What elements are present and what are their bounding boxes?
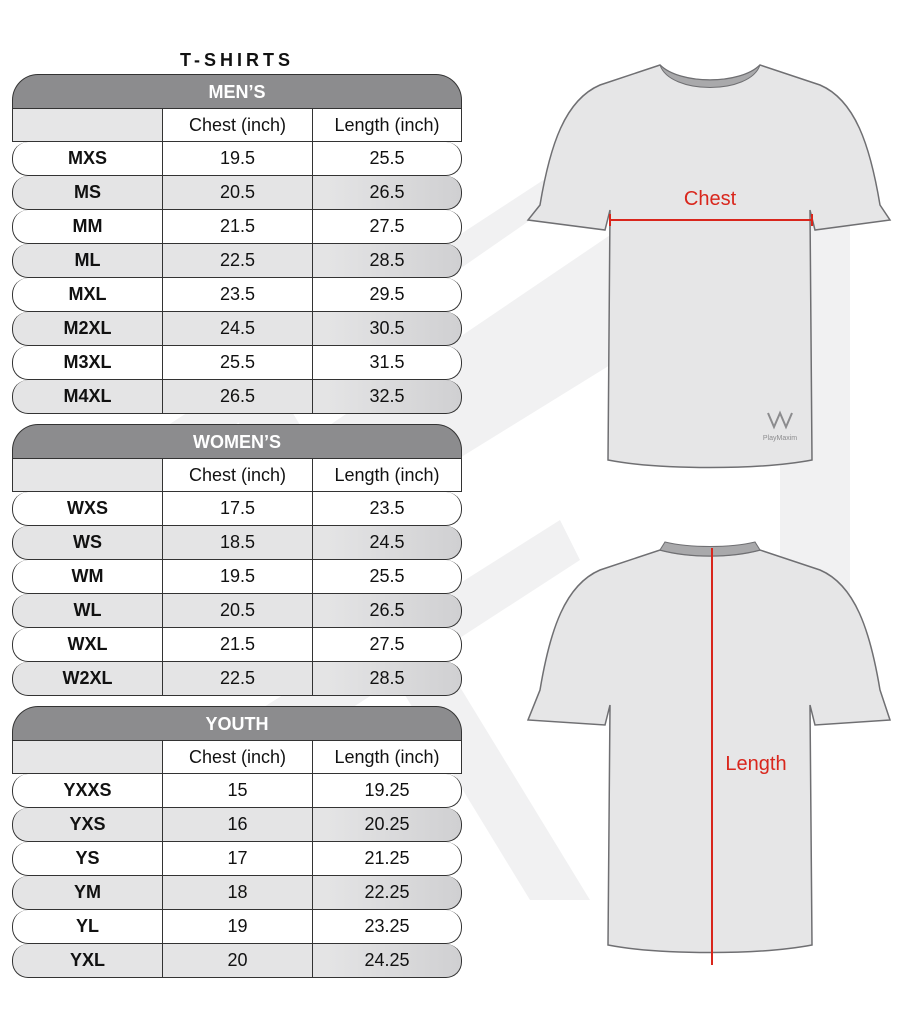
length-column-header: Length (inch) (334, 464, 440, 485)
size-cell: W2XL (13, 662, 163, 695)
length-cell: 30.5 (369, 318, 405, 338)
chest-column-header: Chest (inch) (163, 459, 313, 491)
length-cell: 22.25 (364, 882, 410, 902)
length-label: Length (725, 753, 787, 775)
length-cell: 25.5 (369, 566, 405, 586)
chest-cell: 15 (163, 774, 313, 807)
size-cell: YXL (13, 944, 163, 977)
womens-size-table (12, 424, 462, 696)
chest-cell: 23.5 (163, 278, 313, 311)
chest-cell: 19.5 (163, 560, 313, 593)
size-cell: M4XL (13, 380, 163, 413)
column-header-row (12, 458, 462, 492)
chest-cell: 25.5 (163, 346, 313, 379)
chest-cell: 17.5 (163, 492, 313, 525)
table-row (12, 808, 462, 842)
section-header: WOMEN’S (12, 424, 462, 458)
size-cell: MM (13, 210, 163, 243)
size-cell: WXS (13, 492, 163, 525)
length-cell: 24.5 (369, 532, 405, 552)
section-header: MEN’S (12, 74, 462, 108)
size-cell: MXS (13, 142, 163, 175)
table-row (12, 628, 462, 662)
length-cell: 29.5 (369, 284, 405, 304)
size-cell: WXL (13, 628, 163, 661)
table-row (12, 346, 462, 380)
front-shirt-body (528, 65, 890, 468)
size-cell: MS (13, 176, 163, 209)
length-column-header: Length (inch) (334, 746, 440, 767)
table-row (12, 210, 462, 244)
size-cell: WS (13, 526, 163, 559)
size-cell: YL (13, 910, 163, 943)
table-row (12, 774, 462, 808)
chest-cell: 21.5 (163, 628, 313, 661)
length-cell: 27.5 (369, 634, 405, 654)
chest-column-header: Chest (inch) (163, 741, 313, 773)
table-row (12, 910, 462, 944)
mens-size-table (12, 74, 462, 414)
length-cell: 27.5 (369, 216, 405, 236)
length-cell: 26.5 (369, 182, 405, 202)
front-shirt-diagram (520, 55, 900, 485)
logo-text: PlayMaxim (762, 435, 798, 442)
chest-column-header: Chest (inch) (163, 109, 313, 141)
column-header-row (12, 108, 462, 142)
chest-cell: 22.5 (163, 662, 313, 695)
table-row (12, 176, 462, 210)
chest-cell: 20.5 (163, 594, 313, 627)
size-cell: MXL (13, 278, 163, 311)
table-row (12, 278, 462, 312)
length-cell: 31.5 (369, 352, 405, 372)
length-cell: 24.25 (364, 950, 410, 970)
size-cell: M2XL (13, 312, 163, 345)
size-cell: M3XL (13, 346, 163, 379)
length-cell: 21.25 (364, 848, 410, 868)
size-column-header (13, 741, 163, 773)
chest-cell: 26.5 (163, 380, 313, 413)
table-row (12, 312, 462, 346)
length-cell: 28.5 (369, 250, 405, 270)
chest-cell: 24.5 (163, 312, 313, 345)
table-row (12, 492, 462, 526)
size-cell: YXS (13, 808, 163, 841)
table-row (12, 244, 462, 278)
chest-cell: 20 (163, 944, 313, 977)
youth-size-table (12, 706, 462, 978)
length-cell: 26.5 (369, 600, 405, 620)
table-row (12, 560, 462, 594)
chest-cell: 22.5 (163, 244, 313, 277)
chest-label: Chest (683, 188, 737, 210)
page-title: T-SHIRTS (179, 50, 294, 70)
size-column-header (13, 109, 163, 141)
size-cell: YM (13, 876, 163, 909)
table-row (12, 594, 462, 628)
table-row (12, 944, 462, 978)
back-shirt-body (528, 550, 890, 953)
length-cell: 32.5 (369, 386, 405, 406)
length-column-header: Length (inch) (334, 114, 440, 135)
size-cell: ML (13, 244, 163, 277)
table-row (12, 662, 462, 696)
length-cell: 28.5 (369, 668, 405, 688)
chest-cell: 17 (163, 842, 313, 875)
size-cell: WL (13, 594, 163, 627)
length-cell: 20.25 (364, 814, 410, 834)
length-cell: 23.25 (364, 916, 410, 936)
table-row (12, 142, 462, 176)
table-row (12, 876, 462, 910)
table-row (12, 842, 462, 876)
chest-cell: 19.5 (163, 142, 313, 175)
back-shirt-diagram (520, 540, 900, 970)
chest-cell: 18 (163, 876, 313, 909)
chest-cell: 16 (163, 808, 313, 841)
chest-cell: 20.5 (163, 176, 313, 209)
chest-cell: 18.5 (163, 526, 313, 559)
table-row (12, 526, 462, 560)
length-cell: 25.5 (369, 148, 405, 168)
chest-cell: 21.5 (163, 210, 313, 243)
length-cell: 19.25 (364, 780, 410, 800)
size-column-header (13, 459, 163, 491)
size-cell: WM (13, 560, 163, 593)
length-cell: 23.5 (369, 498, 405, 518)
column-header-row (12, 740, 462, 774)
chest-cell: 19 (163, 910, 313, 943)
table-row (12, 380, 462, 414)
size-cell: YXXS (13, 774, 163, 807)
size-cell: YS (13, 842, 163, 875)
section-header: YOUTH (12, 706, 462, 740)
